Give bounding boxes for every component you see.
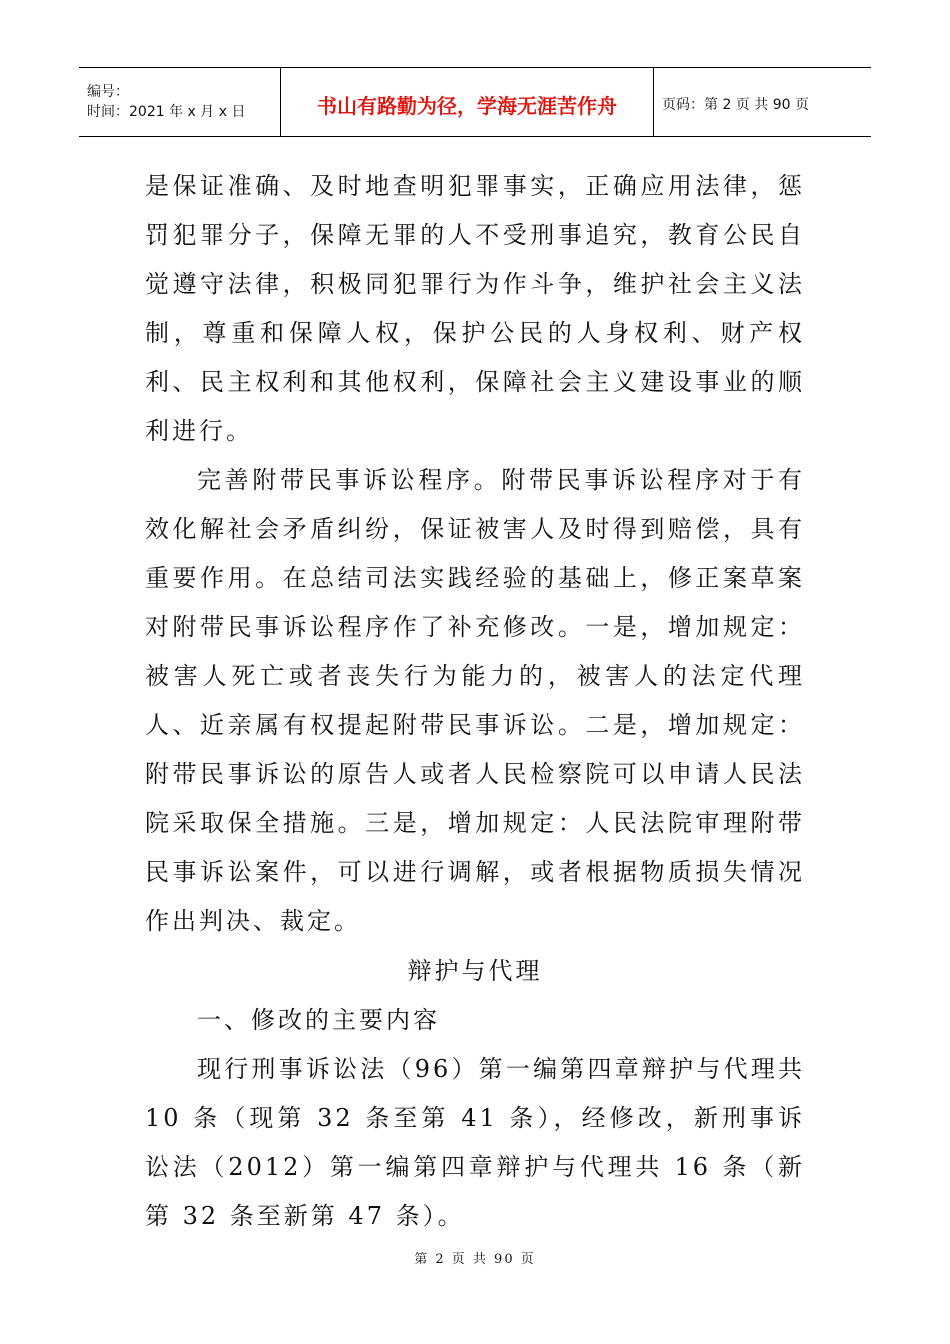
section-heading: 辩护与代理 [407,957,543,985]
paragraph-defense-articles: 现行刑事诉讼法（96）第一编第四章辩护与代理共 10 条（现第 32 条至第 41 条），经修改，新刑事诉讼法（2012）第一编第四章辩护与代理共 16 条（新第 32 条至新第 47 条）。 [145,1055,805,1230]
header-meta [79,68,281,136]
header-page-info: 页码：第 2 页 共 90 页 [662,97,809,113]
document-date: 时间：2021 年 x 月 x 日 [87,104,246,120]
document-body [145,162,805,1241]
page-header [79,67,871,137]
document-number-label: 编号： [87,84,129,100]
header-motto: 书山有路勤为径，学海无涯苦作舟 [281,68,654,136]
subsection-heading: 一、修改的主要内容 [197,1006,440,1034]
paragraph-civil-procedure: 完善附带民事诉讼程序。附带民事诉讼程序对于有效化解社会矛盾纠纷，保证被害人及时得到赔偿，具有重要作用。在总结司法实践经验的基础上，修正案草案对附带民事诉讼程序作了补充修改。一是，增加规定：被害人死亡或者丧失行为能力的，被害人的法定代理人、近亲属有权提起附带民事诉讼。二是，增加规定：附带民事诉讼的原告人或者人民检察院可以申请人民法院采取保全措施。三是，增加规定：人民法院审理附带民事诉讼案件，可以进行调解，或者根据物质损失情况作出判决、裁定。 [145,466,805,935]
page-footer: 第 2 页 共 90 页 [414,1252,536,1267]
paragraph-continuation: 是保证准确、及时地查明犯罪事实，正确应用法律，惩罚犯罪分子，保障无罪的人不受刑事追究，教育公民自觉遵守法律，积极同犯罪行为作斗争，维护社会主义法制，尊重和保障人权，保护公民的人身权利、财产权利、民主权利和其他权利，保障社会主义建设事业的顺利进行。 [145,172,805,445]
